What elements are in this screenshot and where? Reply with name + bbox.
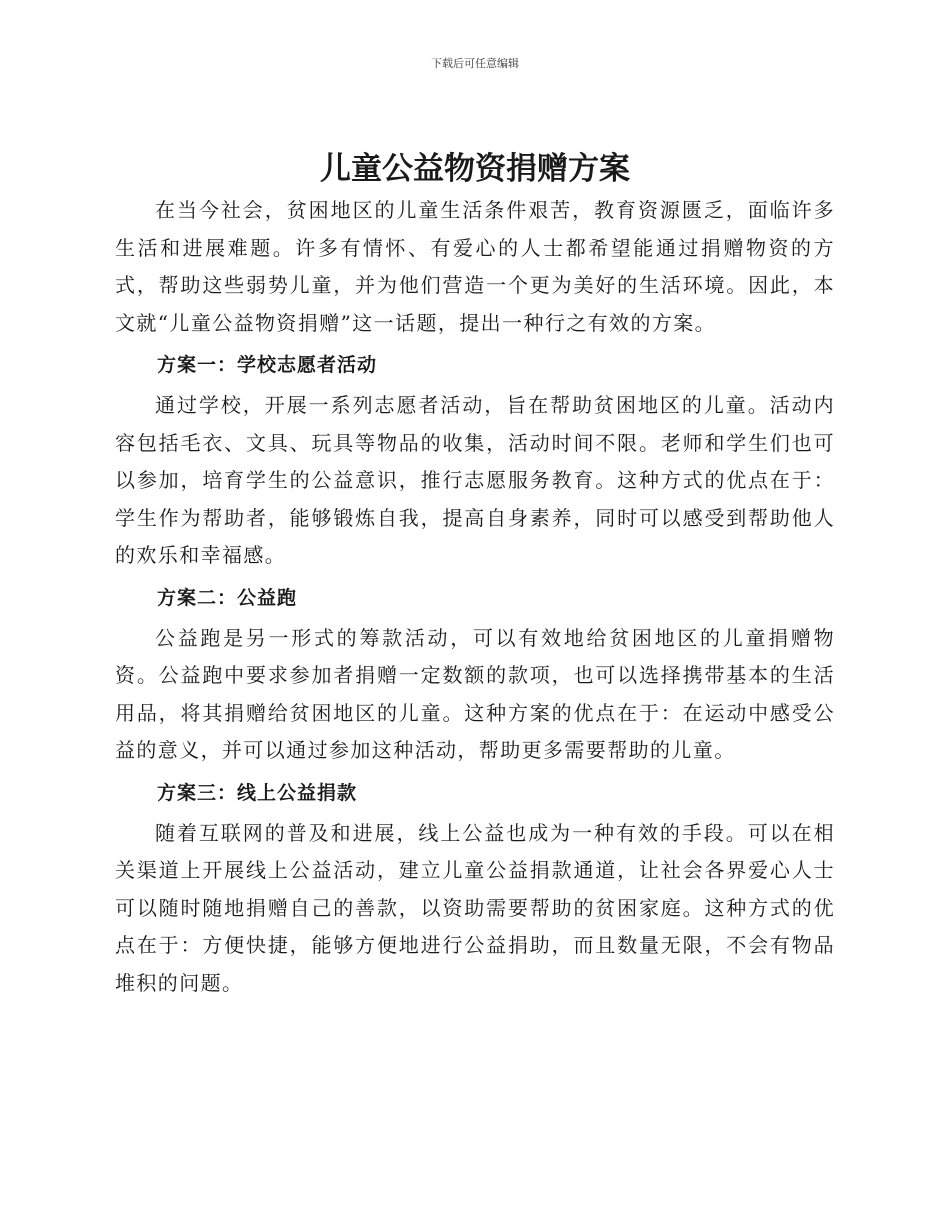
section-heading-2: 方案二：公益跑 — [157, 586, 298, 609]
section-paragraph-3: 随着互联网的普及和进展，线上公益也成为一种有效的手段。可以在相关渠道上开展线上公益活动，建立儿童公益捐款通道，让社会各界爱心人士可以随时随地捐赠自己的善款，以资助需要帮助的贫困家庭。这种方式的优点在于：方便快捷，能够方便地进行公益捐助，而且数量无限，不会有物品堆积的问题。 — [115, 820, 835, 995]
document-body — [115, 192, 835, 1002]
section-paragraph-1: 通过学校，开展一系列志愿者活动，旨在帮助贫困地区的儿童。活动内容包括毛衣、文具、玩具等物品的收集，活动时间不限。老师和学生们也可以参加，培育学生的公益意识，推行志愿服务教育。这种方式的优点在于：学生作为帮助者，能够锻炼自我，提高自身素养，同时可以感受到帮助他人的欢乐和幸福感。 — [115, 393, 835, 567]
section-paragraph-2: 公益跑是另一形式的筹款活动，可以有效地给贫困地区的儿童捐赠物资。公益跑中要求参加者捐赠一定数额的款项，也可以选择携带基本的生活用品，将其捐赠给贫困地区的儿童。这种方案的优点在于：在运动中感受公益的意义，并可以通过参加这种活动，帮助更多需要帮助的儿童。 — [115, 625, 835, 762]
section-heading-1: 方案一：学校志愿者活动 — [157, 354, 378, 376]
document-title: 儿童公益物资捐赠方案 — [320, 151, 630, 187]
header-note: 下载后可任意编辑 — [431, 57, 519, 70]
intro-paragraph: 在当今社会，贫困地区的儿童生活条件艰苦，教育资源匮乏，面临许多生活和进展难题。许多有情怀、有爱心的人士都希望能通过捐赠物资的方式，帮助这些弱势儿童，并为他们营造一个更为美好的生活环境。因此，本文就“儿童公益物资捐赠”这一话题，提出一种行之有效的方案。 — [115, 198, 835, 335]
section-heading-3: 方案三：线上公益捐款 — [157, 781, 358, 804]
